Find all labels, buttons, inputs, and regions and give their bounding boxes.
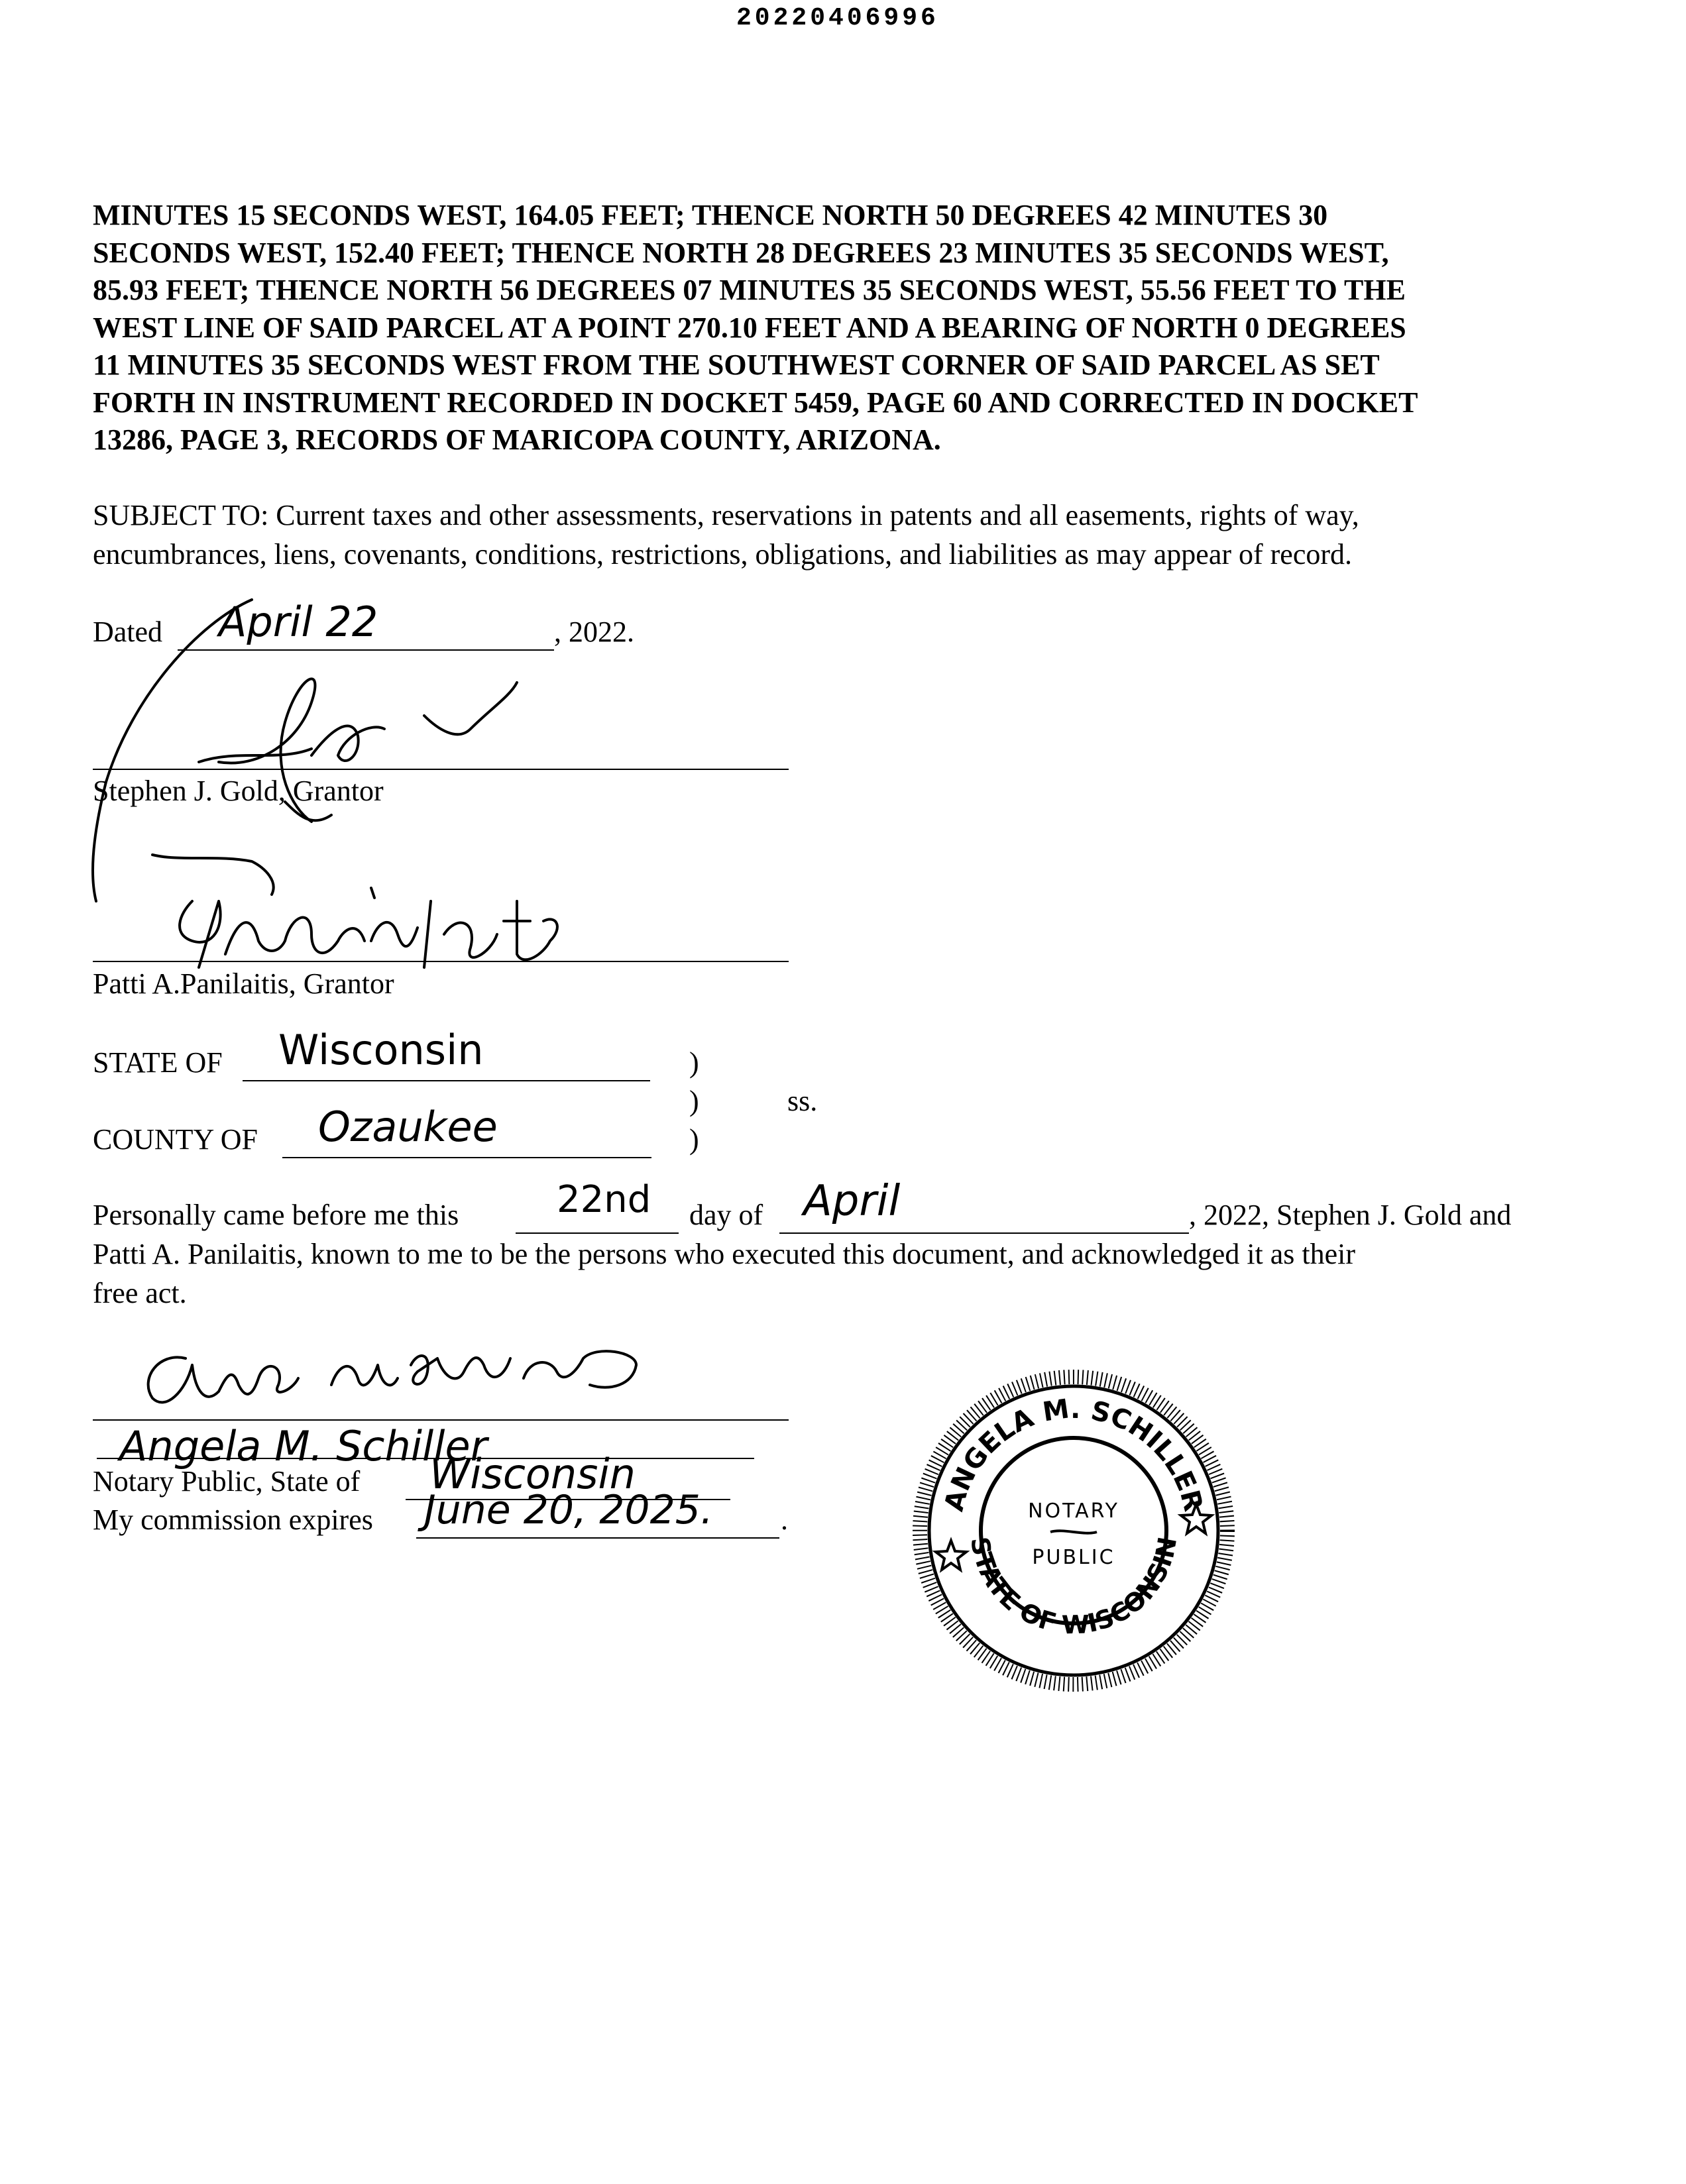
legal-line: MINUTES 15 SECONDS WEST, 164.05 FEET; THENCE NORTH 50 DEGREES 42 MINUTES 30 xyxy=(93,199,1328,231)
day-handwritten: 22nd xyxy=(557,1178,651,1221)
commission-handwritten: June 20, 2025. xyxy=(424,1487,713,1533)
county-label: COUNTY OF xyxy=(93,1123,258,1156)
dated-year: , 2022. xyxy=(554,616,634,648)
dated-handwritten: April 22 xyxy=(219,598,378,646)
ack-day-of: day of xyxy=(689,1199,763,1231)
month-handwritten: April xyxy=(803,1177,901,1226)
legal-line: 85.93 FEET; THENCE NORTH 56 DEGREES 07 MINUTES 35 SECONDS WEST, 55.56 FEET TO THE xyxy=(93,274,1406,306)
notary-state-handwritten: Wisconsin xyxy=(429,1450,636,1498)
paren: ) xyxy=(689,1085,699,1117)
grantor2-label: Patti A.Panilaitis, Grantor xyxy=(93,967,394,1000)
state-handwritten: Wisconsin xyxy=(278,1026,484,1074)
paren: ) xyxy=(689,1046,699,1079)
ss-label: ss. xyxy=(787,1085,818,1117)
seal-state: STATE OF WISCONSIN xyxy=(965,1534,1183,1640)
seal-center-bottom: PUBLIC xyxy=(1032,1546,1115,1569)
grantor1-label: Stephen J. Gold, Grantor xyxy=(93,775,384,807)
subject-to-line: encumbrances, liens, covenants, conditions, restrictions, obligations, and liabilities as may appear of record. xyxy=(93,538,1353,571)
document-number: 20220406996 xyxy=(736,4,939,32)
paren: ) xyxy=(689,1123,699,1156)
legal-line: FORTH IN INSTRUMENT RECORDED IN DOCKET 5459, PAGE 60 AND CORRECTED IN DOCKET xyxy=(93,386,1418,419)
subject-to-line: SUBJECT TO: Current taxes and other assessments, reservations in patents and all easements, rights of way, xyxy=(93,499,1359,531)
ack-line2: Patti A. Panilaitis, known to me to be the persons who executed this document, and acknowledged it as their xyxy=(93,1238,1356,1270)
dated-label: Dated xyxy=(93,616,163,648)
legal-line: 11 MINUTES 35 SECONDS WEST FROM THE SOUTHWEST CORNER OF SAID PARCEL AS SET xyxy=(93,349,1380,381)
commission-label: My commission expires xyxy=(93,1503,373,1536)
legal-line: 13286, PAGE 3, RECORDS OF MARICOPA COUNTY, ARIZONA. xyxy=(93,423,941,456)
county-handwritten: Ozaukee xyxy=(318,1103,498,1151)
ack-line3: free act. xyxy=(93,1277,187,1309)
legal-line: SECONDS WEST, 152.40 FEET; THENCE NORTH 28 DEGREES 23 MINUTES 35 SECONDS WEST, xyxy=(93,236,1389,269)
signature-line xyxy=(93,1419,789,1421)
legal-line: WEST LINE OF SAID PARCEL AT A POINT 270.10 FEET AND A BEARING OF NORTH 0 DEGREES xyxy=(93,311,1406,344)
notary-state-label: Notary Public, State of xyxy=(93,1465,361,1498)
ack-prefix: Personally came before me this xyxy=(93,1199,459,1231)
commission-end: . xyxy=(781,1503,788,1536)
notary-printed-name: Angela M. Schiller xyxy=(119,1422,488,1470)
ack-suffix: , 2022, Stephen J. Gold and xyxy=(1189,1199,1512,1231)
seal-name: ANGELA M. SCHILLER xyxy=(938,1393,1209,1515)
notary-seal xyxy=(908,1365,1239,1696)
seal-center-top: NOTARY xyxy=(1028,1500,1119,1523)
star-icon xyxy=(936,1541,966,1570)
notary-name-line xyxy=(97,1458,754,1459)
commission-line xyxy=(416,1537,779,1539)
state-label: STATE OF xyxy=(93,1046,223,1079)
